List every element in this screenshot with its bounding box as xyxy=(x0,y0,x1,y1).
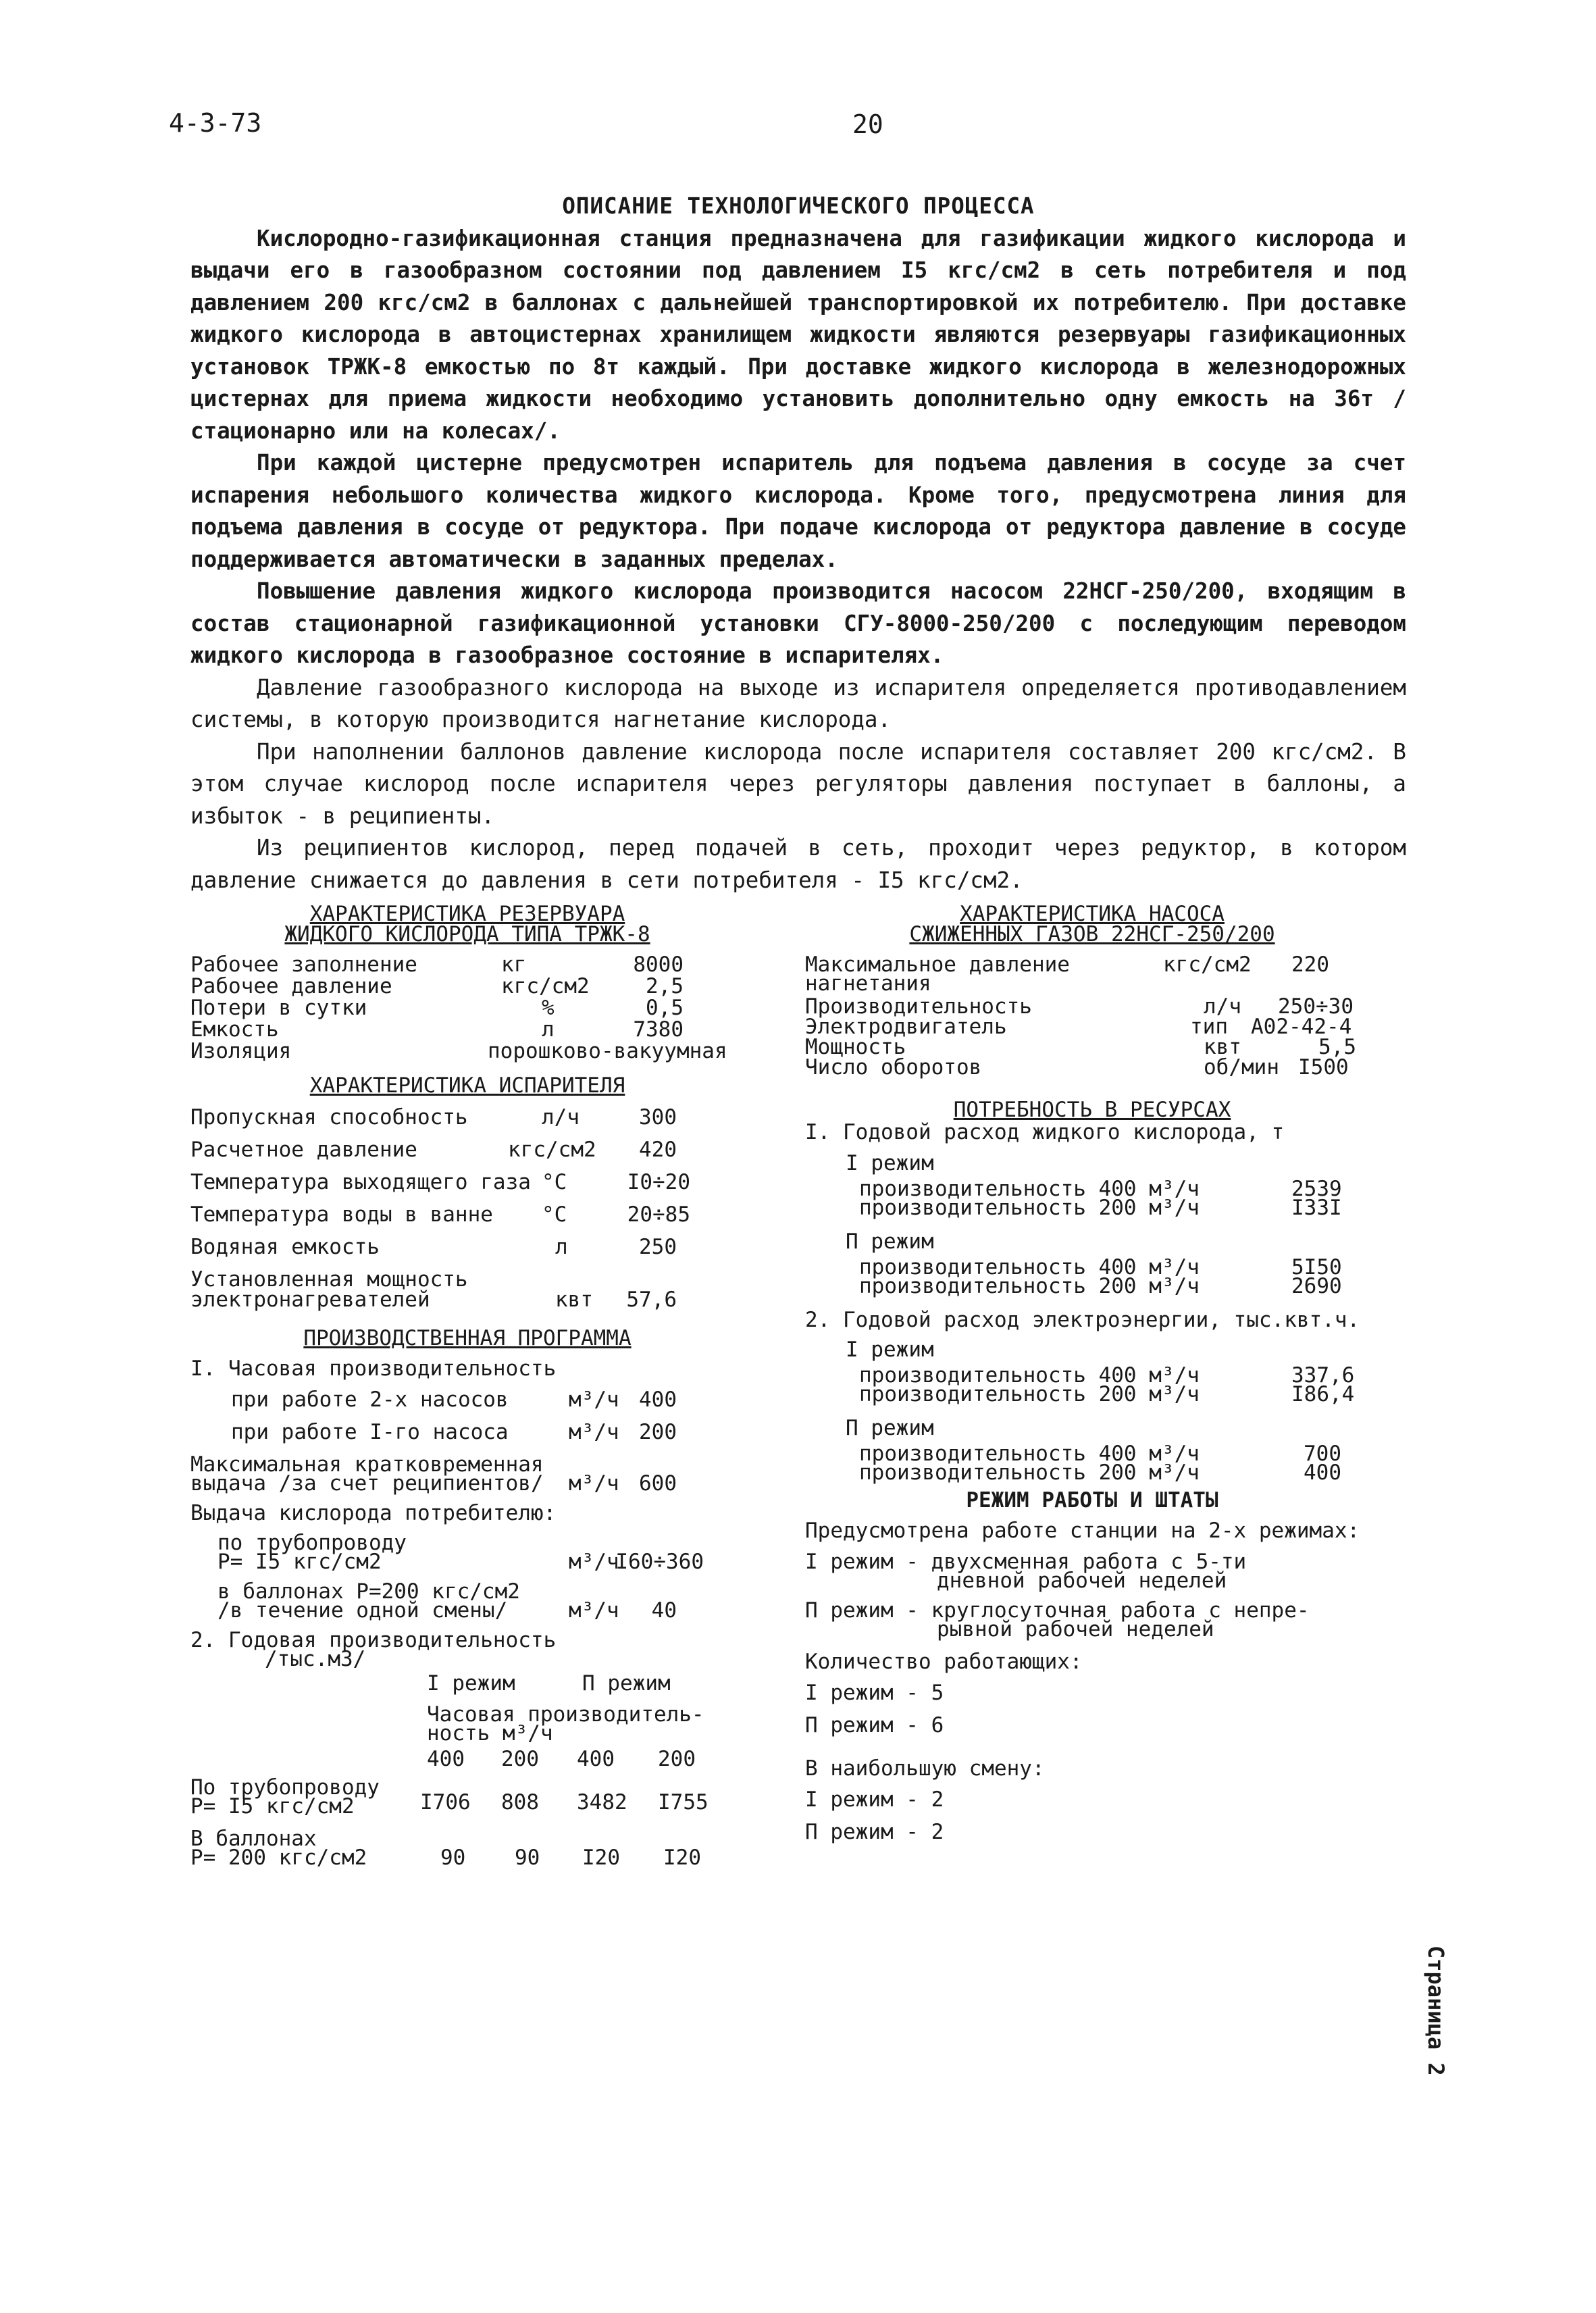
program-row xyxy=(190,1452,744,1501)
annual-cols xyxy=(190,1747,744,1775)
pump-row xyxy=(805,1055,1379,1079)
staff-shift xyxy=(805,1756,1379,1787)
annual-label-1: 2. Годовая производительность xyxy=(190,1628,557,1652)
insulation-label: Изоляция xyxy=(190,1039,292,1063)
oxygen-label: I. Годовой расход жидкого кислорода, т xyxy=(805,1120,1285,1144)
hourly-label: I. Часовая производительность xyxy=(190,1356,557,1381)
power-unit: квт xyxy=(555,1288,593,1312)
program-row xyxy=(190,1579,744,1628)
program-row xyxy=(190,1531,744,1579)
evaporator-row xyxy=(190,1202,744,1235)
value: 5I50 xyxy=(1291,1255,1342,1279)
annual-label xyxy=(190,1628,744,1671)
unit: м³/ч xyxy=(569,1420,619,1444)
param-unit: л xyxy=(542,1017,555,1042)
param-name: Потери в сутки xyxy=(190,996,367,1020)
param-unit: л xyxy=(555,1235,568,1259)
param-value: 420 xyxy=(639,1138,677,1162)
annual-modes xyxy=(190,1671,744,1702)
pipe-label: по трубопроводу xyxy=(217,1531,407,1555)
evaporator-title: ХАРАКТЕРИСТИКА ИСПАРИТЕЛЯ xyxy=(309,1073,625,1098)
evaporator-row xyxy=(190,1235,744,1267)
reservoir-row xyxy=(190,974,744,996)
param-unit: °C xyxy=(542,1170,567,1194)
annual-cyl-row xyxy=(190,1827,744,1878)
param-value: I500 xyxy=(1298,1055,1349,1079)
description-section xyxy=(190,190,1406,896)
paragraph: Из реципиентов кислород, перед подачей в сеть, проходит через редуктор, в котором давление снижается до давления в сети потребителя - I5 кгс/см2. xyxy=(190,835,1406,893)
param-value: А02-42-4 xyxy=(1251,1015,1352,1039)
param-unit: кг xyxy=(501,952,527,977)
program-hourly-label xyxy=(190,1356,744,1388)
staff-shift-row xyxy=(805,1820,1379,1852)
param-value: 250 xyxy=(639,1235,677,1259)
power-value: 57,6 xyxy=(626,1288,677,1312)
pipe-label-2: Р= I5 кгс/см2 xyxy=(217,1550,382,1574)
cell-value: I20 xyxy=(663,1846,701,1870)
resources-title: ПОТРЕБНОСТЬ В РЕСУРСАХ xyxy=(953,1098,1231,1122)
unit: м³/ч xyxy=(569,1550,619,1574)
intro: Предусмотрена работе станции на 2-х режимах: xyxy=(805,1519,1360,1543)
perf200: производительность 200 м³/ч xyxy=(859,1274,1200,1298)
pumps2-value: 400 xyxy=(639,1388,677,1412)
resources-mode xyxy=(805,1416,1379,1442)
param-name: Емкость xyxy=(190,1017,279,1042)
param-name: Максимальное давление xyxy=(805,952,1070,977)
perf400: производительность 400 м³/ч xyxy=(859,1177,1200,1201)
max-label: Максимальная кратковременная xyxy=(190,1452,544,1477)
power-label: Установленная мощность xyxy=(190,1267,468,1292)
program-supply-label xyxy=(190,1501,744,1531)
left-column xyxy=(190,904,744,1878)
evaporator-row xyxy=(190,1105,744,1138)
cell-value: 3482 xyxy=(577,1790,627,1814)
value: I33I xyxy=(1291,1196,1342,1220)
hourly-caption: Часовая производитель- xyxy=(427,1702,704,1727)
param-value: 300 xyxy=(639,1105,677,1129)
count-m2: П режим - 6 xyxy=(805,1713,944,1737)
param-name: Расчетное давление xyxy=(190,1138,417,1162)
reservoir-row xyxy=(190,996,744,1020)
mode-label: П режим xyxy=(846,1416,934,1440)
program-row xyxy=(190,1420,744,1452)
resources-mode xyxy=(805,1338,1379,1363)
side-page-label: Страница 2 xyxy=(1423,1946,1449,2076)
param-name: Число оборотов xyxy=(805,1055,982,1079)
value: 400 xyxy=(1304,1460,1341,1485)
param-name: Рабочее давление xyxy=(190,974,392,998)
mode1-line2: дневной рабочей неделей xyxy=(937,1569,1227,1593)
param-value: 8000 xyxy=(633,952,684,977)
row-label: В баллонах xyxy=(190,1827,317,1851)
param-unit: л/ч xyxy=(542,1105,580,1129)
annual-hourly xyxy=(190,1702,744,1747)
param-unit: л/ч xyxy=(1204,994,1241,1019)
pump-row xyxy=(805,994,1379,1019)
staff-mode2 xyxy=(805,1598,1379,1650)
insulation-value: порошково-вакуумная xyxy=(488,1039,727,1063)
elec-label: 2. Годовой расход электроэнергии, тыс.квт.ч. xyxy=(805,1308,1360,1332)
cyl-label-2: /в течение одной смены/ xyxy=(217,1598,508,1623)
reservoir-subtitle: ЖИДКОГО КИСЛОРОДА ТИПА ТРЖК-8 xyxy=(284,922,650,946)
resources-oxygen xyxy=(805,1120,1379,1151)
param-value: 5,5 xyxy=(1318,1035,1356,1059)
evaporator-power-row xyxy=(190,1267,744,1312)
value: 700 xyxy=(1304,1442,1341,1466)
pumps2-label: при работе 2-х насосов xyxy=(231,1388,509,1412)
evaporator-row xyxy=(190,1170,744,1202)
staff-count xyxy=(805,1650,1379,1681)
program-row xyxy=(190,1388,744,1420)
staff-shift-row xyxy=(805,1787,1379,1820)
reservoir-title: ХАРАКТЕРИСТИКА РЕЗЕРВУАРА xyxy=(309,902,625,926)
right-column xyxy=(805,904,1379,1852)
mode-label: П режим xyxy=(846,1229,934,1254)
supply-label: Выдача кислорода потребителю: xyxy=(190,1501,557,1525)
param-name: Мощность xyxy=(805,1035,906,1059)
param-name: Пропускная способность xyxy=(190,1105,468,1129)
param-value: I0÷20 xyxy=(627,1170,690,1194)
cyl-value: 40 xyxy=(651,1598,677,1623)
param-value: 0,5 xyxy=(646,996,684,1020)
param-unit: % xyxy=(542,996,555,1020)
row-label-2: Р= 200 кгс/см2 xyxy=(190,1846,367,1870)
cell-value: I20 xyxy=(582,1846,620,1870)
unit: м³/ч xyxy=(569,1471,619,1496)
param-unit: кгс/см2 xyxy=(1163,952,1252,977)
perf200: производительность 200 м³/ч xyxy=(859,1460,1200,1485)
program-title: ПРОИЗВОДСТВЕННАЯ ПРОГРАММА xyxy=(303,1326,632,1350)
param-value: 7380 xyxy=(633,1017,684,1042)
mode2-line2: рывной рабочей неделей xyxy=(937,1617,1214,1642)
mode1-line1: I режим - двухсменная работа с 5-ти xyxy=(805,1550,1247,1574)
cyl-label: в баллонах Р=200 кгс/см2 xyxy=(217,1579,520,1604)
perf200: производительность 200 м³/ч xyxy=(859,1196,1200,1220)
staff-count-row xyxy=(805,1681,1379,1713)
reservoir-row xyxy=(190,1017,744,1042)
value: 2690 xyxy=(1291,1274,1342,1298)
pipe-value: I60÷360 xyxy=(615,1550,704,1574)
power-label-2: электронагревателей xyxy=(190,1288,430,1312)
param-unit: тип xyxy=(1190,1015,1228,1039)
param-name: Температура воды в ванне xyxy=(190,1202,493,1227)
page-title: ОПИСАНИЕ ТЕХНОЛОГИЧЕСКОГО ПРОЦЕССА xyxy=(562,193,1035,219)
unit: м³/ч xyxy=(569,1598,619,1623)
param-name: Температура выходящего газа xyxy=(190,1170,531,1194)
pumps1-label: при работе I-го насоса xyxy=(231,1420,509,1444)
cell-value: 90 xyxy=(515,1846,540,1870)
param-unit: кгс/см2 xyxy=(508,1138,596,1162)
hourly-caption-2: ность м³/ч xyxy=(427,1721,553,1746)
paragraph: Повышение давления жидкого кислорода производится насосом 22НСГ-250/200, входящим в состав стационарной газификационной установки СГУ-8000-250/200 с последующим переводом жидкого кислорода в газообразное состояние в испарителях. xyxy=(190,578,1406,668)
shift-label: В наибольшую смену: xyxy=(805,1756,1045,1781)
mode-1: I режим xyxy=(427,1671,515,1696)
param-name-2: нагнетания xyxy=(805,971,931,996)
perf400: производительность 400 м³/ч xyxy=(859,1255,1200,1279)
max-label-2: выдача /за счет реципиентов/ xyxy=(190,1471,544,1496)
col-value: 200 xyxy=(658,1747,696,1771)
resources-values xyxy=(805,1255,1379,1308)
value: I86,4 xyxy=(1291,1382,1355,1406)
annual-pipe-row xyxy=(190,1775,744,1827)
reservoir-row xyxy=(190,952,744,977)
pump-row xyxy=(805,1035,1379,1059)
mode2-line1: П режим - круглосуточная работа с непре- xyxy=(805,1598,1310,1623)
param-unit: квт xyxy=(1204,1035,1241,1059)
param-name: Водяная емкость xyxy=(190,1235,380,1259)
annual-label-2: /тыс.м3/ xyxy=(265,1647,366,1671)
reservoir-row xyxy=(190,1039,744,1061)
cell-value: I706 xyxy=(420,1790,471,1814)
count-label: Количество работающих: xyxy=(805,1650,1083,1674)
mode-label: I режим xyxy=(846,1338,934,1362)
mode-label: I режим xyxy=(846,1151,934,1175)
param-name: Электродвигатель xyxy=(805,1015,1007,1039)
param-unit: кгс/см2 xyxy=(501,974,590,998)
document-code: 4-3-73 xyxy=(169,108,262,138)
pumps1-value: 200 xyxy=(639,1420,677,1444)
value: 2539 xyxy=(1291,1177,1342,1201)
pump-subtitle: СЖИЖЕННЫХ ГАЗОВ 22НСГ-250/200 xyxy=(909,922,1275,946)
col-value: 400 xyxy=(427,1747,465,1771)
page-number: 20 xyxy=(852,109,883,139)
cell-value: 808 xyxy=(501,1790,539,1814)
resources-mode xyxy=(805,1151,1379,1177)
paragraph: Давление газообразного кислорода на выходе из испарителя определяется противодавлением системы, в которую производится нагнетание кислорода. xyxy=(190,674,1406,732)
staff-mode1 xyxy=(805,1550,1379,1598)
resources-values xyxy=(805,1177,1379,1229)
param-name: Рабочее заполнение xyxy=(190,952,417,977)
staff-count-row xyxy=(805,1713,1379,1756)
row-label-2: Р= I5 кгс/см2 xyxy=(190,1794,355,1819)
param-value: 220 xyxy=(1291,952,1329,977)
resources-values xyxy=(805,1442,1379,1490)
pump-row xyxy=(805,1015,1379,1039)
row-label: По трубопроводу xyxy=(190,1775,380,1800)
perf400: производительность 400 м³/ч xyxy=(859,1363,1200,1388)
shift-m1: I режим - 2 xyxy=(805,1787,944,1812)
pump-title: ХАРАКТЕРИСТИКА НАСОСА xyxy=(960,902,1225,926)
param-value: 20÷85 xyxy=(627,1202,690,1227)
max-value: 600 xyxy=(639,1471,677,1496)
resources-mode xyxy=(805,1229,1379,1255)
param-name: Производительность xyxy=(805,994,1032,1019)
cell-value: I755 xyxy=(658,1790,709,1814)
col-value: 200 xyxy=(501,1747,539,1771)
cell-value: 90 xyxy=(440,1846,466,1870)
param-value: 250÷30 xyxy=(1278,994,1354,1019)
paragraph: При каждой цистерне предусмотрен испаритель для подъема давления в сосуде за счет испарения небольшого количества жидкого кислорода. Кроме того, предусмотрена линия для подъема давления в сосуде от редуктора. При подаче кислорода от редуктора давление в сосуде поддерживается автоматически в заданных пределах. xyxy=(190,450,1406,572)
param-unit: °C xyxy=(542,1202,567,1227)
count-m1: I режим - 5 xyxy=(805,1681,944,1705)
staff-intro xyxy=(805,1519,1379,1550)
perf200: производительность 200 м³/ч xyxy=(859,1382,1200,1406)
resources-elec xyxy=(805,1308,1379,1338)
param-unit: об/мин xyxy=(1204,1055,1279,1079)
paragraph: Кислородно-газификационная станция предназначена для газификации жидкого кислорода и выдачи его в газообразном состоянии под давлением I5 кгс/см2 в сеть потребителя и под давлением 200 кгс/см2 в баллонах с дальнейшей транспортировкой их потребителю. При доставке жидкого кислорода в автоцистернах хранилищем жидкости являются резервуары газификационных установок ТРЖК-8 емкостью по 8т каждый. При доставке жидкого кислорода в железнодорожных цистернах для приема жидкости необходимо установить дополнительно одну емкость на 36т /стационарно или на колесах/. xyxy=(190,225,1406,444)
shift-m2: П режим - 2 xyxy=(805,1820,944,1844)
value: 337,6 xyxy=(1291,1363,1355,1388)
evaporator-row xyxy=(190,1138,744,1170)
perf400: производительность 400 м³/ч xyxy=(859,1442,1200,1466)
param-value: 2,5 xyxy=(646,974,684,998)
paragraph: При наполнении баллонов давление кислорода после испарителя составляет 200 кгс/см2. В этом случае кислород после испарителя через регуляторы давления поступает в баллоны, а избыток - в реципиенты. xyxy=(190,738,1406,829)
resources-values xyxy=(805,1363,1379,1416)
unit: м³/ч xyxy=(569,1388,619,1412)
pump-row xyxy=(805,952,1379,994)
staff-title: РЕЖИМ РАБОТЫ И ШТАТЫ xyxy=(966,1488,1218,1513)
mode-2: П режим xyxy=(582,1671,671,1696)
col-value: 400 xyxy=(577,1747,615,1771)
